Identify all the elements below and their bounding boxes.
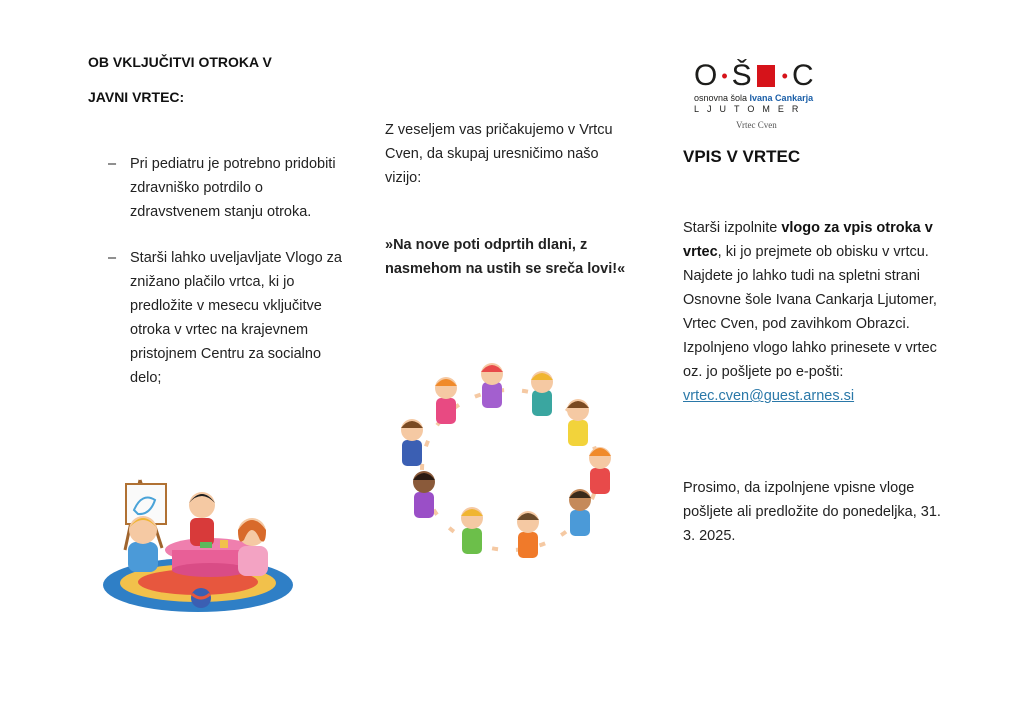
child-figure bbox=[461, 507, 483, 554]
left-title-line1: OB VKLJUČITVI OTROKA V bbox=[88, 54, 272, 70]
requirements-list bbox=[108, 152, 348, 390]
logo-school-name: Ivana Cankarja bbox=[749, 93, 814, 103]
logo-dot: • bbox=[781, 66, 789, 86]
logo-unit: Vrtec Cven bbox=[736, 120, 777, 130]
child-left bbox=[128, 516, 158, 572]
logo-letter: C bbox=[791, 59, 815, 92]
instructions-text: Starši izpolnite bbox=[683, 220, 782, 236]
logo-wordmark bbox=[694, 60, 834, 92]
left-title-line2: JAVNI VRTEC: bbox=[88, 89, 185, 105]
enrollment-title: VPIS V VRTEC bbox=[683, 147, 801, 166]
enrollment-instructions bbox=[683, 216, 943, 408]
child-figure bbox=[569, 489, 591, 536]
list-item bbox=[108, 246, 348, 390]
logo-dot: • bbox=[721, 66, 729, 86]
deadline-text: Prosimo, da izpolnjene vpisne vloge pošljete ali predložite do ponedeljka, 31. 3. 2025. bbox=[683, 480, 941, 544]
child-figure bbox=[401, 419, 423, 466]
dash-marker: – bbox=[108, 250, 117, 266]
child-figure bbox=[413, 471, 435, 518]
child-center bbox=[189, 492, 215, 546]
email-link[interactable]: vrtec.cven@guest.arnes.si bbox=[683, 388, 855, 404]
children-table-illustration bbox=[100, 470, 300, 615]
logo-city: LJUTOMER bbox=[694, 104, 807, 114]
child-figure bbox=[517, 511, 539, 558]
list-item-text: Pri pediatru je potrebno pridobiti zdravniško potrdilo o zdravstvenem stanju otroka. bbox=[130, 156, 336, 220]
welcome-text: Z veseljem vas pričakujemo v Vrtcu Cven, da skupaj uresničimo našo vizijo: bbox=[385, 122, 613, 186]
child-figure bbox=[567, 399, 589, 446]
child-right bbox=[238, 518, 268, 576]
school-logo bbox=[694, 60, 834, 130]
dash-marker: – bbox=[108, 156, 117, 172]
instructions-bold: vlogo za vpis otroka v vrtec bbox=[683, 220, 933, 260]
children-circle-illustration bbox=[390, 360, 635, 585]
instructions-text: , ki jo prejmete ob obisku v vrtcu. Najdete jo lahko tudi na spletni strani Osnovne šole Ivana Cankarja Ljutomer, Vrtec Cven, pod zavihkom Obrazci. Izpolnjeno vlogo lahko prinesete v vrtec oz. jo pošljete po e-pošti: bbox=[683, 244, 937, 380]
logo-letter: O bbox=[694, 59, 719, 92]
logo-letter: Š bbox=[731, 59, 753, 92]
logo-school-line bbox=[694, 93, 834, 103]
logo-school-prefix: osnovna šola bbox=[694, 93, 750, 103]
motto-text: »Na nove poti odprtih dlani, z nasmehom na ustih se sreča lovi!« bbox=[385, 237, 626, 277]
list-item-text: Starši lahko uveljavljate Vlogo za znižano plačilo vrtca, ki jo predložite v mesecu vključitve otroka v vrtec na krajevnem pristojnem Centru za socialno delo; bbox=[130, 250, 342, 386]
child-figure bbox=[435, 377, 457, 424]
list-item bbox=[108, 152, 348, 224]
logo-red-square bbox=[757, 65, 775, 87]
child-figure bbox=[481, 363, 503, 408]
child-figure bbox=[531, 371, 553, 416]
child-figure bbox=[589, 447, 611, 494]
